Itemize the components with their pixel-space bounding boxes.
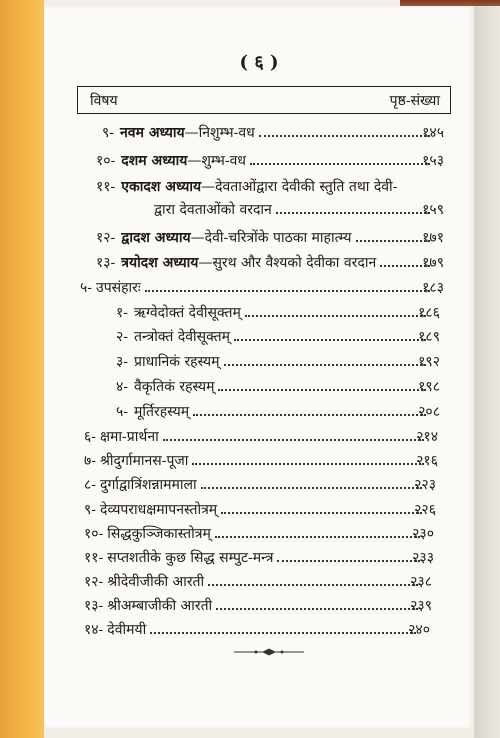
entry-title: देवीमयी <box>107 622 147 638</box>
entry-page: १७९ <box>422 255 444 271</box>
toc-subentry[interactable] <box>44 352 474 374</box>
entry-page: २३९ <box>410 598 432 614</box>
entry-number: १०- <box>84 526 104 542</box>
entry-number: ४- <box>116 379 129 395</box>
entry-number: ९- <box>102 125 115 141</box>
toc-entry[interactable] <box>44 228 474 250</box>
toc-section[interactable] <box>44 451 474 473</box>
leader-dots <box>193 404 426 416</box>
leader-dots <box>216 598 418 610</box>
leader-dots <box>201 477 422 489</box>
toc-entry[interactable] <box>44 151 474 173</box>
contents-header <box>77 86 451 114</box>
entry-page: २४० <box>408 622 430 638</box>
entry-number: ६- <box>84 429 97 445</box>
toc-section[interactable] <box>44 620 474 642</box>
entry-number: १४- <box>84 622 104 638</box>
toc-entry[interactable] <box>44 253 474 275</box>
toc-subentry[interactable] <box>44 402 474 424</box>
leader-dots <box>356 230 431 242</box>
entry-title: तन्त्रोक्तं देवीसूक्तम् <box>134 329 230 345</box>
entry-page: १५३ <box>422 153 444 169</box>
entry-number: ११- <box>96 179 116 195</box>
entry-number: ९- <box>84 502 97 518</box>
entry-page: १९८ <box>418 379 440 395</box>
entry-title: —सुरथ और वैश्यको देवीका वरदान <box>198 255 377 271</box>
entry-title: क्षमा-प्रार्थना <box>100 429 159 445</box>
entry-page: १७१ <box>422 230 444 246</box>
entry-title: श्रीदुर्गामानस-पूजा <box>100 453 189 469</box>
entry-page: १८६ <box>418 305 440 321</box>
entry-title: श्रीदेवीजीकी आरती <box>107 574 205 590</box>
toc-section[interactable] <box>44 500 474 522</box>
entry-number: २- <box>116 329 129 345</box>
toc-section[interactable] <box>44 475 474 497</box>
entry-number: १२- <box>96 230 116 246</box>
entry-title: सप्तशतीके कुछ सिद्ध सम्पुट-मन्त्र <box>107 550 274 566</box>
entry-title: —निशुम्भ-वध <box>184 125 255 141</box>
header-page-count: पृष्ठ-संख्या <box>389 93 440 109</box>
page-number: ( ६ ) <box>239 52 279 73</box>
toc-section[interactable] <box>44 524 474 546</box>
entry-title-bold: एकादश अध्याय <box>121 179 202 195</box>
entry-page: २२३ <box>414 477 436 493</box>
leader-dots <box>250 153 430 165</box>
entry-page: २३८ <box>410 574 432 590</box>
entry-title: वैकृतिकं रहस्यम् <box>134 379 215 395</box>
entry-page: २३३ <box>412 550 434 566</box>
entry-title: श्रीअम्बाजीकी आरती <box>107 598 213 614</box>
toc-entry[interactable] <box>44 123 474 145</box>
entry-page: २२६ <box>414 502 436 518</box>
entry-title: दुर्गाद्वात्रिंशन्नाममाला <box>100 477 197 493</box>
entry-number: ८- <box>84 477 97 493</box>
toc-section[interactable] <box>44 427 474 449</box>
entry-page: १४५ <box>422 125 444 141</box>
entry-title-bold: नवम अध्याय <box>120 125 185 141</box>
toc-section[interactable] <box>44 548 474 570</box>
entry-page: १५९ <box>422 202 444 218</box>
leader-dots <box>150 622 416 634</box>
header-subject: विषय <box>90 93 118 109</box>
leader-dots <box>215 526 420 538</box>
entry-title-bold: द्वादश अध्याय <box>121 230 191 246</box>
entry-title: देव्यपराधक्षमापनस्तोत्रम् <box>100 502 218 518</box>
entry-title: —शुम्भ-वध <box>187 153 247 169</box>
leader-dots <box>208 574 418 586</box>
entry-number: १०- <box>96 153 116 169</box>
page-edge <box>474 6 500 738</box>
entry-title: उपसंहारः <box>96 280 141 296</box>
entry-number: १२- <box>84 574 104 590</box>
entry-title-continued: द्वारा देवताओंको वरदान <box>154 202 272 218</box>
entry-number: ३- <box>116 354 129 370</box>
leader-dots <box>259 125 430 137</box>
leader-dots <box>245 305 426 317</box>
leader-dots <box>192 453 424 465</box>
entry-number: १३- <box>96 255 116 271</box>
leader-dots <box>224 354 426 366</box>
leader-dots <box>277 550 420 562</box>
toc-subentry[interactable] <box>44 303 474 325</box>
entry-title: —देवी-चरित्रोंके पाठका माहात्म्य <box>190 230 352 246</box>
entry-title: ऋग्वेदोक्तं देवीसूक्तम् <box>134 305 241 321</box>
toc-entry[interactable] <box>44 177 474 199</box>
entry-title: प्राधानिकं रहस्यम् <box>134 354 220 370</box>
entry-number: १- <box>116 305 129 321</box>
entry-title: सिद्धकुञ्जिकास्तोत्रम् <box>107 526 211 542</box>
end-ornament-icon <box>234 648 304 656</box>
entry-title: मूर्तिरहस्यम् <box>134 404 190 420</box>
entry-page: १८३ <box>422 280 444 296</box>
entry-title-bold: त्रयोदश अध्याय <box>121 255 199 271</box>
toc-section[interactable] <box>44 278 474 300</box>
entry-number: ७- <box>84 453 97 469</box>
toc-subentry[interactable] <box>44 327 474 349</box>
entry-page: १८९ <box>418 329 440 345</box>
entry-number: १३- <box>84 598 104 614</box>
toc-section[interactable] <box>44 572 474 594</box>
entry-page: २०८ <box>418 404 440 420</box>
entry-title: —देवताओंद्वारा देवीकी स्तुति तथा देवी- <box>201 179 398 195</box>
toc-section[interactable] <box>44 596 474 618</box>
entry-page: २३० <box>412 526 434 542</box>
leader-dots <box>234 329 426 341</box>
entry-number: ५- <box>116 404 129 420</box>
entry-number: ११- <box>84 550 104 566</box>
toc-subentry[interactable] <box>44 377 474 399</box>
toc-entry-continued <box>44 200 474 222</box>
entry-page: २१६ <box>416 453 438 469</box>
book-spine <box>0 0 44 738</box>
leader-dots <box>163 429 424 441</box>
leader-dots <box>218 379 426 391</box>
entry-page: २१४ <box>416 429 438 445</box>
leader-dots <box>145 280 430 292</box>
entry-page: १९२ <box>418 354 440 370</box>
entry-title-bold: दशम अध्याय <box>121 153 188 169</box>
entry-number: ५- <box>80 280 93 296</box>
leader-dots <box>276 202 430 214</box>
contents-page <box>44 6 474 728</box>
leader-dots <box>221 502 422 514</box>
